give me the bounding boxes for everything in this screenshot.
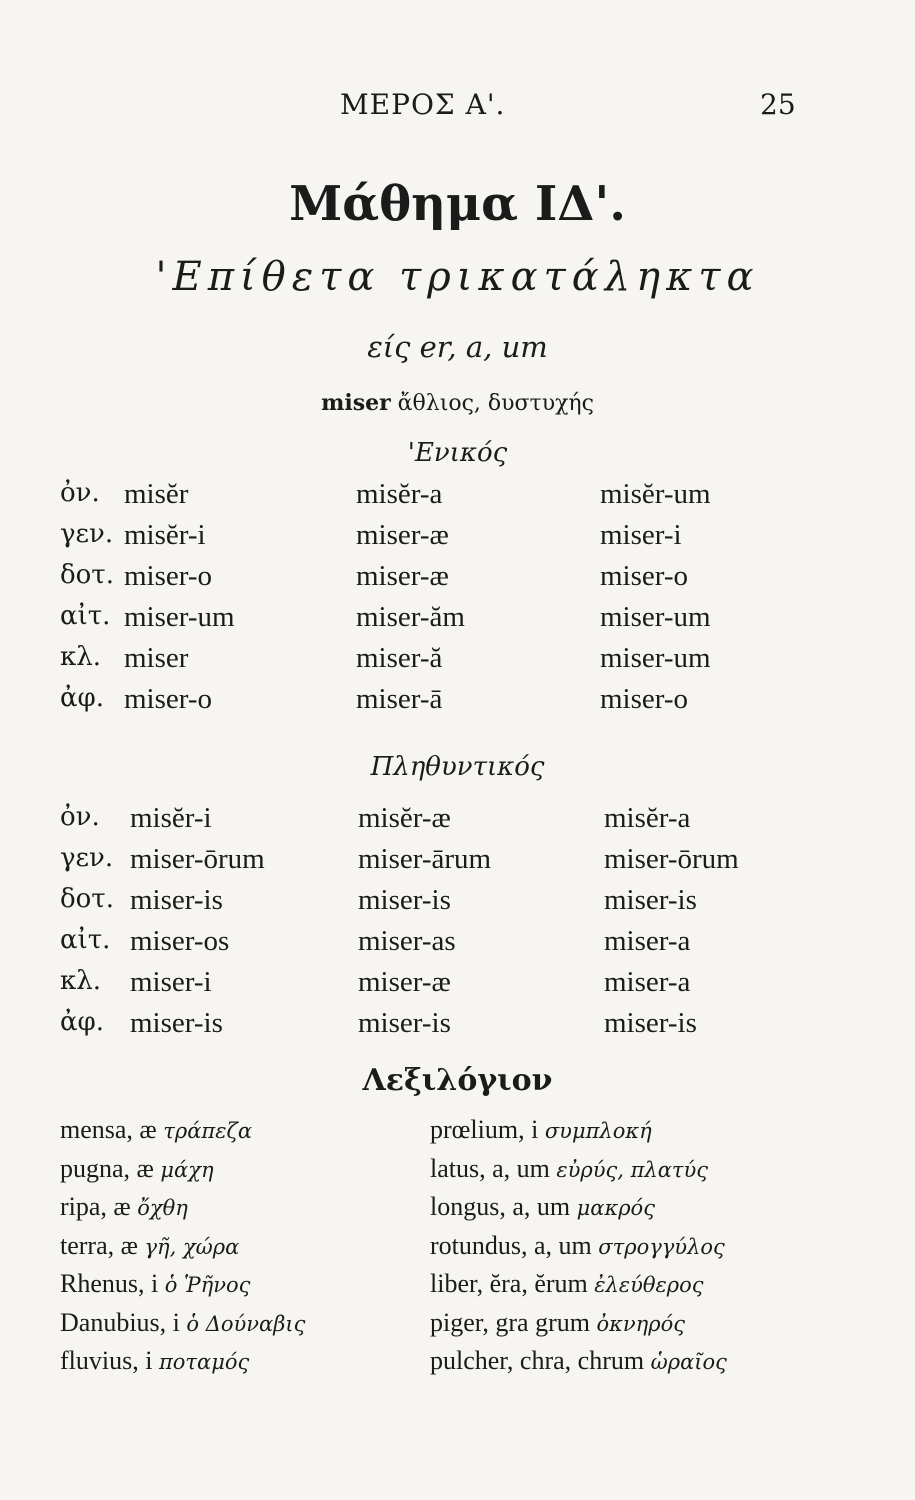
greek-gloss: γῆ, χώρα [144, 1234, 240, 1259]
vocabulary-entry [60, 1346, 305, 1385]
greek-gloss: μάχη [160, 1157, 214, 1182]
masculine-form: misĕr-i [124, 519, 206, 551]
feminine-form: miser-is [358, 1007, 451, 1039]
greek-gloss: ὄχθη [137, 1196, 188, 1220]
vocabulary-entry [60, 1308, 305, 1347]
latin-word: fluvius, i [60, 1346, 153, 1375]
greek-gloss: μακρός [576, 1196, 655, 1220]
case-label: γεν. [60, 519, 114, 549]
greek-gloss: συμπλοκή [544, 1119, 652, 1143]
declension-row [0, 843, 915, 884]
latin-word: rotundus, a, um [430, 1230, 592, 1260]
neuter-form: miser-o [600, 560, 689, 592]
vocabulary-entry [430, 1231, 727, 1270]
greek-gloss: στρογγύλος [598, 1234, 725, 1259]
declension-row [0, 925, 915, 966]
masculine-form: miser [124, 642, 189, 674]
page-number: 25 [760, 88, 796, 121]
plural-declension-table [0, 802, 915, 1048]
vocabulary-entry [430, 1269, 727, 1308]
latin-word: prœlium, i [430, 1115, 539, 1144]
vocabulary-left-column [60, 1115, 305, 1385]
greek-gloss: τράπεζα [163, 1119, 253, 1143]
part-title: ΜΕΡΟΣ Α'. [340, 88, 506, 121]
vocabulary-entry [430, 1346, 727, 1385]
vocabulary-entry [430, 1115, 727, 1154]
vocabulary-right-column [430, 1115, 727, 1385]
vocabulary-entry [430, 1192, 727, 1231]
vocabulary-entry [60, 1231, 305, 1270]
declension-row [0, 601, 915, 642]
plural-heading: Πληθυντικός [370, 752, 545, 782]
masculine-form: miser-o [124, 683, 213, 715]
latin-word: longus, a, um [430, 1192, 571, 1221]
feminine-form: miser-ă [356, 642, 443, 674]
latin-word: pugna, æ [60, 1153, 154, 1183]
declension-row [0, 560, 915, 601]
feminine-form: miser-ārum [358, 843, 492, 875]
case-label: ἀφ. [60, 1007, 105, 1037]
masculine-form: misĕr [124, 478, 189, 510]
case-label: κλ. [60, 966, 101, 996]
case-label: ὀν. [60, 478, 100, 508]
feminine-form: miser-as [358, 925, 456, 957]
feminine-form: miser-æ [358, 966, 451, 998]
vocabulary-entry [60, 1192, 305, 1231]
neuter-form: miser-ōrum [604, 843, 739, 875]
neuter-form: miser-a [604, 966, 691, 998]
latin-word: latus, a, um [430, 1153, 550, 1183]
feminine-form: misĕr-æ [358, 802, 451, 834]
greek-gloss: ποταμός [158, 1350, 250, 1374]
ending-pattern: είς er, a, um [367, 330, 548, 364]
feminine-form: miser-ăm [356, 601, 465, 633]
latin-word: pulcher, chra, chrum [430, 1346, 645, 1375]
greek-gloss: ὀκνηρός [596, 1311, 685, 1336]
case-label: γεν. [60, 843, 114, 873]
feminine-form: misĕr-a [356, 478, 443, 510]
masculine-form: miser-is [130, 1007, 223, 1039]
declension-row [0, 884, 915, 925]
case-label: αἰτ. [60, 925, 111, 955]
greek-gloss: ὁ Ῥῆνος [164, 1273, 251, 1297]
feminine-form: miser-is [358, 884, 451, 916]
masculine-form: miser-ōrum [130, 843, 265, 875]
vocabulary-entry [60, 1269, 305, 1308]
vocabulary-entry [430, 1308, 727, 1347]
greek-gloss: ὡραῖος [650, 1350, 727, 1374]
declension-row [0, 1007, 915, 1048]
case-label: δοτ. [60, 560, 114, 590]
neuter-form: miser-um [600, 642, 711, 674]
example-latin: miser [321, 390, 391, 416]
masculine-form: miser-um [124, 601, 235, 633]
greek-gloss: εὐρύς, πλατύς [556, 1157, 709, 1182]
vocabulary-entry [60, 1115, 305, 1154]
masculine-form: miser-os [130, 925, 230, 957]
greek-gloss: ἐλεύθερος [594, 1273, 704, 1297]
latin-word: liber, ĕra, ĕrum [430, 1269, 588, 1298]
singular-declension-table [0, 478, 915, 724]
latin-word: Rhenus, i [60, 1269, 159, 1298]
greek-gloss: ὁ Δούναβις [186, 1311, 306, 1336]
vocabulary-heading: Λεξιλόγιον [362, 1063, 553, 1098]
masculine-form: miser-is [130, 884, 223, 916]
neuter-form: misĕr-um [600, 478, 711, 510]
declension-row [0, 802, 915, 843]
running-head [0, 88, 915, 128]
latin-word: ripa, æ [60, 1192, 131, 1221]
masculine-form: misĕr-i [130, 802, 212, 834]
case-label: δοτ. [60, 884, 114, 914]
neuter-form: miser-is [604, 884, 697, 916]
vocabulary-entry [430, 1154, 727, 1193]
latin-word: Danubius, i [60, 1307, 180, 1337]
feminine-form: miser-æ [356, 519, 449, 551]
neuter-form: miser-um [600, 601, 711, 633]
latin-word: terra, æ [60, 1230, 138, 1260]
neuter-form: miser-o [600, 683, 689, 715]
neuter-form: miser-a [604, 925, 691, 957]
neuter-form: misĕr-a [604, 802, 691, 834]
lesson-subtitle: 'Επίθετα τρικατάληκτα [155, 254, 760, 300]
example-greek: ἄθλιος, δυστυχής [397, 391, 594, 416]
case-label: κλ. [60, 642, 101, 672]
masculine-form: miser-i [130, 966, 212, 998]
vocabulary-entry [60, 1154, 305, 1193]
case-label: αἰτ. [60, 601, 111, 631]
neuter-form: miser-i [600, 519, 682, 551]
declension-row [0, 683, 915, 724]
declension-row [0, 642, 915, 683]
declension-row [0, 478, 915, 519]
case-label: ἀφ. [60, 683, 105, 713]
neuter-form: miser-is [604, 1007, 697, 1039]
feminine-form: miser-ā [356, 683, 443, 715]
declension-row [0, 966, 915, 1007]
singular-heading: 'Ενικός [407, 438, 508, 468]
case-label: ὀν. [60, 802, 100, 832]
lesson-title: Μάθημα ΙΔ'. [289, 176, 626, 232]
declension-row [0, 519, 915, 560]
masculine-form: miser-o [124, 560, 213, 592]
feminine-form: miser-æ [356, 560, 449, 592]
latin-word: mensa, æ [60, 1115, 157, 1144]
latin-word: piger, gra grum [430, 1307, 590, 1337]
example-word [0, 390, 915, 416]
